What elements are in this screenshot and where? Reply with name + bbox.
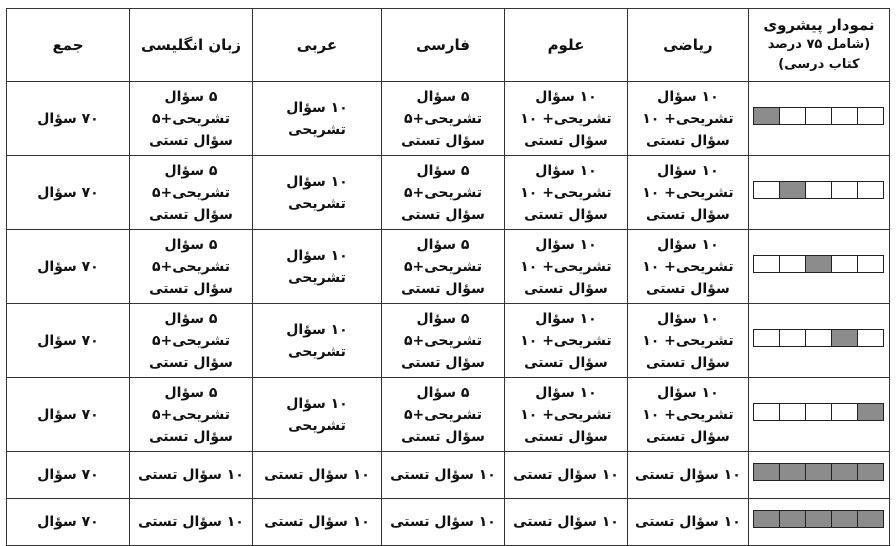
cell-line: ۵ سؤال xyxy=(416,236,470,253)
cell-line: سؤال تستی xyxy=(524,132,608,149)
progress-segment-empty xyxy=(805,182,831,198)
progress-segment-empty xyxy=(805,404,831,420)
progress-segment-empty xyxy=(857,182,883,198)
progress-segment-filled xyxy=(857,464,883,480)
progress-segment-filled xyxy=(831,330,857,346)
cell-line: تشریحی+ ۱۰ xyxy=(520,332,612,349)
cell-line: سؤال تستی xyxy=(401,206,485,223)
cell-total: ۷۰ سؤال xyxy=(7,378,130,452)
header-total: جمع xyxy=(7,9,130,82)
cell-arabic xyxy=(252,156,381,230)
progress-segment-empty xyxy=(779,256,805,272)
cell-line: تشریحی xyxy=(288,195,346,212)
cell-science xyxy=(504,304,627,378)
exam-schedule-table xyxy=(6,8,890,546)
cell-total: ۷۰ سؤال xyxy=(7,304,130,378)
cell-total: ۷۰ سؤال xyxy=(7,156,130,230)
cell-line: ۱۰ سؤال xyxy=(657,310,719,327)
progress-cell xyxy=(748,499,889,546)
cell-line: تشریحی+۵ xyxy=(403,406,482,423)
progress-bar xyxy=(753,255,884,273)
cell-line: ۵ سؤال xyxy=(164,162,218,179)
cell-line: تشریحی+۵ xyxy=(403,110,482,127)
cell-line: تشریحی+ ۱۰ xyxy=(642,406,734,423)
progress-segment-filled xyxy=(857,511,883,527)
progress-segment-filled xyxy=(754,511,779,527)
progress-segment-empty xyxy=(857,108,883,124)
cell-line: تشریحی xyxy=(288,343,346,360)
cell-line: سؤال تستی xyxy=(149,354,233,371)
cell-line: ۱۰ سؤال تستی xyxy=(513,514,619,530)
cell-line: تشریحی+ ۱۰ xyxy=(642,184,734,201)
header-progress xyxy=(748,9,889,82)
cell-line: تشریحی+۵ xyxy=(152,406,230,423)
cell-line: ۱۰ سؤال xyxy=(657,88,719,105)
cell-line: تشریحی+ ۱۰ xyxy=(520,406,612,423)
cell-math xyxy=(627,82,748,156)
cell-line: سؤال تستی xyxy=(149,132,233,149)
progress-cell xyxy=(748,304,889,378)
cell-line: سؤال تستی xyxy=(524,428,608,445)
cell-line: ۱۰ سؤال xyxy=(535,236,597,253)
progress-segment-filled xyxy=(779,182,805,198)
progress-segment-empty xyxy=(857,256,883,272)
cell-line: تشریحی+ ۱۰ xyxy=(520,110,612,127)
progress-cell xyxy=(748,230,889,304)
cell-line: ۵ سؤال xyxy=(164,384,218,401)
header-progress-sub1: (شامل ۷۵ درصد xyxy=(767,37,871,52)
cell-line: ۱۰ سؤال xyxy=(535,88,597,105)
progress-segment-empty xyxy=(754,256,779,272)
cell-line: ۱۰ سؤال تستی xyxy=(138,514,244,530)
cell-line: سؤال تستی xyxy=(524,280,608,297)
cell-science xyxy=(504,82,627,156)
progress-segment-empty xyxy=(831,182,857,198)
cell-line: ۵ سؤال xyxy=(416,162,470,179)
cell-line: ۵ سؤال xyxy=(416,88,470,105)
cell-persian xyxy=(382,499,505,546)
cell-line: ۱۰ سؤال xyxy=(535,310,597,327)
table-row xyxy=(7,378,890,452)
cell-line: تشریحی+ ۱۰ xyxy=(520,184,612,201)
table-row xyxy=(7,499,890,546)
progress-segment-empty xyxy=(779,404,805,420)
header-progress-sub2: کتاب درسی) xyxy=(778,57,860,72)
cell-math xyxy=(627,230,748,304)
progress-segment-empty xyxy=(831,108,857,124)
cell-line: ۱۰ سؤال تستی xyxy=(264,514,370,530)
cell-line: ۱۰ سؤال xyxy=(657,162,719,179)
progress-bar xyxy=(753,403,884,421)
cell-persian xyxy=(382,452,505,499)
progress-segment-empty xyxy=(754,404,779,420)
cell-english xyxy=(130,452,253,499)
cell-science xyxy=(504,230,627,304)
cell-science xyxy=(504,452,627,499)
progress-segment-empty xyxy=(831,256,857,272)
cell-line: ۱۰ سؤال xyxy=(286,395,348,412)
cell-line: ۱۰ سؤال تستی xyxy=(635,467,741,483)
cell-line: تشریحی+۵ xyxy=(152,184,230,201)
progress-segment-filled xyxy=(779,464,805,480)
progress-cell xyxy=(748,82,889,156)
cell-line: سؤال تستی xyxy=(149,206,233,223)
cell-line: سؤال تستی xyxy=(524,354,608,371)
progress-cell xyxy=(748,452,889,499)
progress-cell xyxy=(748,156,889,230)
cell-english xyxy=(130,499,253,546)
progress-segment-filled xyxy=(805,256,831,272)
cell-math xyxy=(627,156,748,230)
cell-math xyxy=(627,452,748,499)
progress-bar xyxy=(753,329,884,347)
cell-line: ۱۰ سؤال تستی xyxy=(138,467,244,483)
cell-line: ۱۰ سؤال xyxy=(657,236,719,253)
cell-line: سؤال تستی xyxy=(149,428,233,445)
cell-science xyxy=(504,378,627,452)
table-row xyxy=(7,82,890,156)
cell-line: سؤال تستی xyxy=(401,354,485,371)
cell-line: تشریحی+ ۱۰ xyxy=(642,258,734,275)
cell-line: سؤال تستی xyxy=(149,280,233,297)
cell-line: ۱۰ سؤال تستی xyxy=(390,467,496,483)
cell-line: ۵ سؤال xyxy=(164,310,218,327)
cell-line: سؤال تستی xyxy=(646,354,730,371)
cell-arabic xyxy=(252,82,381,156)
header-row xyxy=(7,9,890,82)
cell-line: ۵ سؤال xyxy=(164,88,218,105)
cell-line: تشریحی+ ۱۰ xyxy=(642,332,734,349)
cell-english xyxy=(130,82,253,156)
cell-line: سؤال تستی xyxy=(401,132,485,149)
cell-line: سؤال تستی xyxy=(401,280,485,297)
cell-science xyxy=(504,156,627,230)
cell-line: تشریحی+ ۱۰ xyxy=(520,258,612,275)
cell-math xyxy=(627,304,748,378)
table-row xyxy=(7,230,890,304)
progress-segment-empty xyxy=(779,330,805,346)
progress-segment-filled xyxy=(805,464,831,480)
cell-line: ۵ سؤال xyxy=(416,310,470,327)
cell-line: تشریحی+۵ xyxy=(403,258,482,275)
progress-segment-empty xyxy=(779,108,805,124)
progress-segment-filled xyxy=(831,464,857,480)
cell-line: ۱۰ سؤال xyxy=(657,384,719,401)
cell-arabic xyxy=(252,378,381,452)
header-math: ریاضی xyxy=(627,9,748,82)
header-persian: فارسی xyxy=(382,9,505,82)
progress-segment-empty xyxy=(805,330,831,346)
progress-segment-filled xyxy=(857,404,883,420)
progress-segment-filled xyxy=(754,464,779,480)
progress-segment-empty xyxy=(754,330,779,346)
cell-total: ۷۰ سؤال xyxy=(7,230,130,304)
progress-bar xyxy=(753,107,884,125)
progress-segment-empty xyxy=(805,108,831,124)
cell-line: ۱۰ سؤال xyxy=(535,384,597,401)
progress-segment-filled xyxy=(754,108,779,124)
progress-segment-filled xyxy=(779,511,805,527)
cell-persian xyxy=(382,378,505,452)
progress-segment-empty xyxy=(754,182,779,198)
cell-english xyxy=(130,156,253,230)
progress-bar xyxy=(753,181,884,199)
cell-line: ۱۰ سؤال تستی xyxy=(264,467,370,483)
cell-persian xyxy=(382,82,505,156)
cell-english xyxy=(130,304,253,378)
cell-arabic xyxy=(252,304,381,378)
progress-bar xyxy=(753,510,884,528)
cell-line: ۱۰ سؤال تستی xyxy=(635,514,741,530)
cell-english xyxy=(130,230,253,304)
cell-line: ۱۰ سؤال xyxy=(535,162,597,179)
cell-line: ۱۰ سؤال تستی xyxy=(390,514,496,530)
cell-line: تشریحی+۵ xyxy=(152,110,230,127)
cell-line: تشریحی+۵ xyxy=(403,184,482,201)
progress-bar xyxy=(753,463,884,481)
header-arabic: عربی xyxy=(252,9,381,82)
cell-total: ۷۰ سؤال xyxy=(7,452,130,499)
header-science: علوم xyxy=(504,9,627,82)
cell-science xyxy=(504,499,627,546)
table-row xyxy=(7,156,890,230)
cell-line: ۵ سؤال xyxy=(416,384,470,401)
cell-line: ۱۰ سؤال xyxy=(286,321,348,338)
cell-persian xyxy=(382,304,505,378)
cell-total: ۷۰ سؤال xyxy=(7,499,130,546)
cell-line: تشریحی+ ۱۰ xyxy=(642,110,734,127)
table-row xyxy=(7,304,890,378)
cell-line: سؤال تستی xyxy=(524,206,608,223)
progress-segment-filled xyxy=(805,511,831,527)
header-progress-title: نمودار پیشروی xyxy=(763,16,875,34)
cell-line: سؤال تستی xyxy=(646,132,730,149)
cell-arabic xyxy=(252,230,381,304)
cell-line: سؤال تستی xyxy=(401,428,485,445)
cell-english xyxy=(130,378,253,452)
progress-segment-empty xyxy=(857,330,883,346)
progress-segment-filled xyxy=(831,511,857,527)
cell-total: ۷۰ سؤال xyxy=(7,82,130,156)
cell-line: تشریحی xyxy=(288,121,346,138)
cell-line: سؤال تستی xyxy=(646,428,730,445)
cell-line: ۱۰ سؤال xyxy=(286,173,348,190)
cell-line: سؤال تستی xyxy=(646,206,730,223)
cell-arabic xyxy=(252,499,381,546)
cell-arabic xyxy=(252,452,381,499)
cell-line: ۱۰ سؤال xyxy=(286,247,348,264)
cell-math xyxy=(627,499,748,546)
cell-line: تشریحی+۵ xyxy=(152,258,230,275)
progress-cell xyxy=(748,378,889,452)
cell-line: تشریحی xyxy=(288,417,346,434)
cell-persian xyxy=(382,156,505,230)
cell-line: سؤال تستی xyxy=(646,280,730,297)
progress-segment-empty xyxy=(831,404,857,420)
cell-line: تشریحی xyxy=(288,269,346,286)
cell-persian xyxy=(382,230,505,304)
header-english: زبان انگلیسی xyxy=(130,9,253,82)
cell-line: تشریحی+۵ xyxy=(152,332,230,349)
cell-line: ۱۰ سؤال تستی xyxy=(513,467,619,483)
table-row xyxy=(7,452,890,499)
cell-line: تشریحی+۵ xyxy=(403,332,482,349)
cell-line: ۵ سؤال xyxy=(164,236,218,253)
cell-line: ۱۰ سؤال xyxy=(286,99,348,116)
cell-math xyxy=(627,378,748,452)
